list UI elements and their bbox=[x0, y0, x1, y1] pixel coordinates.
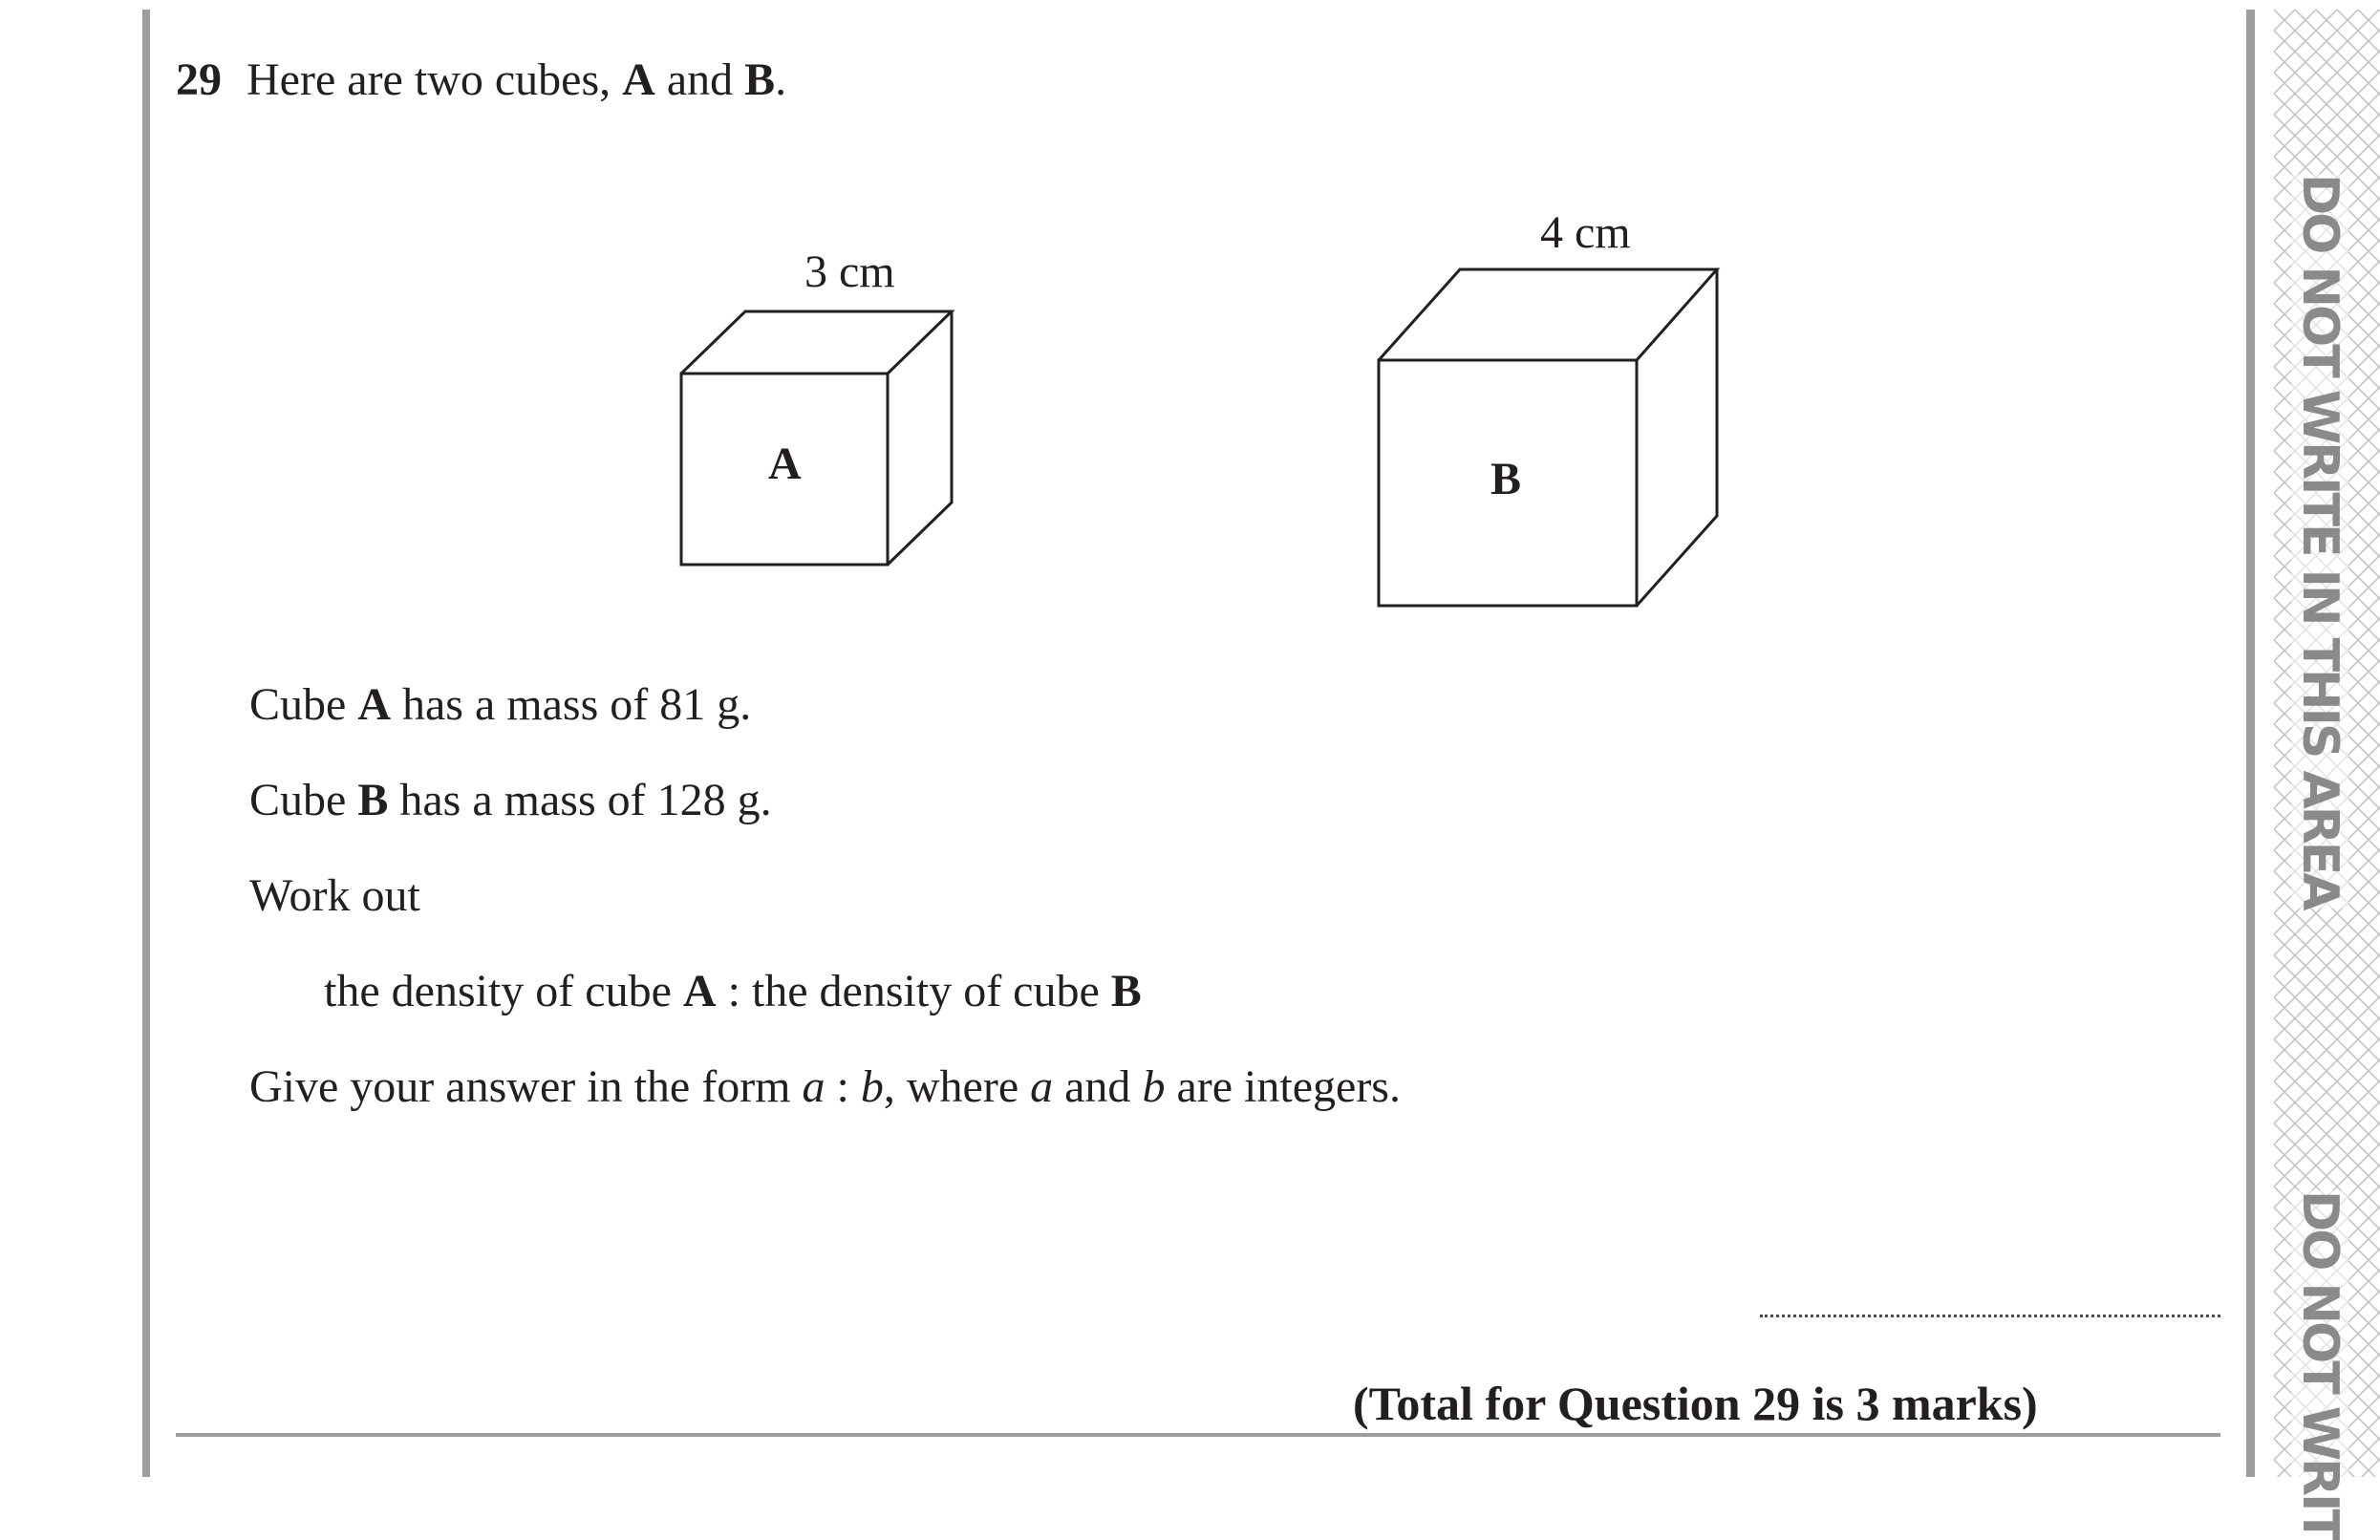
form-part3: are integers. bbox=[1165, 1061, 1401, 1112]
margin-warning-text: DO NOT WRITE IN THIS AREA bbox=[2291, 174, 2348, 909]
form-part1: Give your answer in the form bbox=[249, 1061, 803, 1112]
mass-a-line bbox=[249, 678, 751, 731]
margin-warning-text-partial: DO NOT WRIT bbox=[2291, 1190, 2348, 1540]
mass-a-cube: A bbox=[357, 679, 391, 730]
cube-b-dimension: 4 cm bbox=[1540, 207, 1631, 258]
intro-period: . bbox=[775, 54, 787, 105]
intro-cube-a: A bbox=[622, 54, 655, 105]
intro-text: Here are two cubes, bbox=[247, 54, 623, 105]
form-var-b: b bbox=[860, 1061, 884, 1112]
mass-a-suffix: has a mass of 81 g. bbox=[391, 679, 752, 730]
cube-a-drawing bbox=[681, 311, 952, 565]
ratio-part2: : the density of cube bbox=[716, 966, 1111, 1016]
form-colon: : bbox=[825, 1061, 861, 1112]
form-and: and bbox=[1053, 1061, 1143, 1112]
mass-b-cube: B bbox=[357, 775, 389, 825]
cube-a-label: A bbox=[768, 438, 802, 489]
ratio-cube-b: B bbox=[1110, 966, 1142, 1016]
form-part2: , where bbox=[883, 1061, 1031, 1112]
cube-a-dimension: 3 cm bbox=[804, 246, 895, 297]
form-var-a2: a bbox=[1030, 1061, 1054, 1112]
mass-b-suffix: has a mass of 128 g. bbox=[388, 775, 772, 825]
mass-b-prefix: Cube bbox=[249, 775, 358, 825]
answer-form-line bbox=[249, 1060, 1401, 1113]
cube-b-label: B bbox=[1490, 454, 1522, 504]
mass-b-line bbox=[249, 774, 772, 826]
ratio-cube-a: A bbox=[682, 966, 717, 1016]
ratio-part1: the density of cube bbox=[324, 966, 683, 1016]
density-ratio-line bbox=[324, 965, 1142, 1017]
question-number: 29 bbox=[176, 54, 222, 105]
intro-cube-b: B bbox=[744, 54, 776, 105]
form-var-b2: b bbox=[1142, 1061, 1166, 1112]
cube-b-drawing bbox=[1379, 269, 1717, 606]
intro-and: and bbox=[654, 54, 745, 105]
form-var-a: a bbox=[802, 1061, 825, 1112]
mass-a-prefix: Cube bbox=[249, 679, 358, 730]
work-out-line: Work out bbox=[249, 870, 420, 921]
total-marks: (Total for Question 29 is 3 marks) bbox=[1353, 1377, 2038, 1430]
answer-line[interactable] bbox=[1760, 1315, 2220, 1317]
bottom-rule bbox=[176, 1433, 2220, 1437]
